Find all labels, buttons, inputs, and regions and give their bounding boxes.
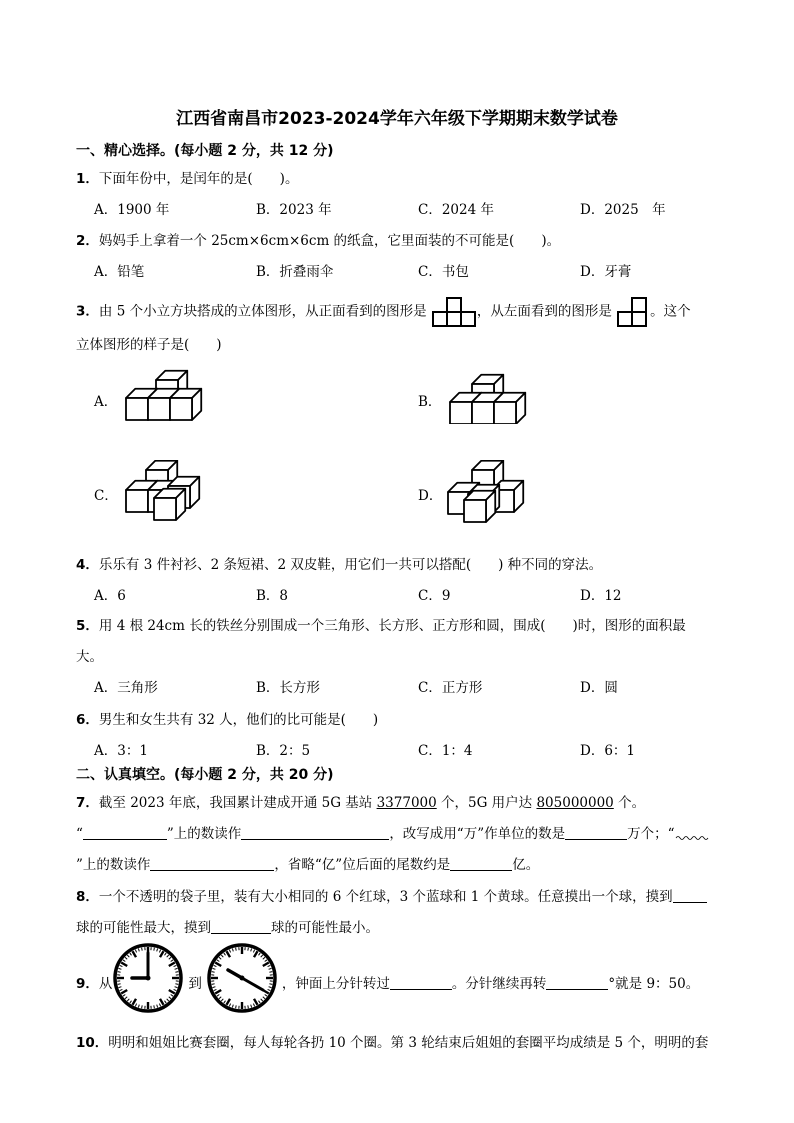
question-3: 3．由 5 个小立方块搭成的立体图形，从正面看到的图形是 ，从左面看到的图形是 。这个 (76, 296, 691, 328)
question-7-line-2: “ ”上的数读作 ，改写成用“万”作单位的数是 万个；“ (76, 822, 709, 842)
page-title: 江西省南昌市2023-2024学年六年级下学期期末数学试卷 (176, 109, 618, 129)
section-1-heading: 一、精心选择。(每小题 2 分，共 12 分) (76, 143, 334, 159)
q6-option-c: C．1：4 (418, 743, 473, 759)
q4-option-a: A．6 (94, 588, 126, 604)
question-8: 8．一个不透明的袋子里，装有大小相同的 6 个红球，3 个蓝球和 1 个黄球。任意摸出一个球，摸到 (76, 885, 707, 905)
clock-icon-end (206, 942, 278, 1014)
q6-option-b: B．2：5 (256, 743, 311, 759)
q4-option-b: B．8 (256, 588, 289, 604)
question-3-line-2: 立体图形的样子是( ) (76, 337, 222, 353)
q3-option-c: C． (94, 488, 118, 504)
q6-option-d: D．6：1 (580, 743, 636, 759)
answer-blank[interactable] (241, 825, 389, 840)
q1-option-b: B．2023 年 (256, 202, 332, 218)
answer-blank[interactable] (150, 856, 274, 871)
q2-option-c: C．书包 (418, 264, 469, 280)
q2-option-d: D．牙膏 (580, 264, 632, 280)
cube-figure-c (120, 460, 202, 522)
question-10: 10．明明和姐姐比赛套圈，每人每轮各扔 10 个圈。第 3 轮结束后姐姐的套圈平均成绩是 5 个，明明的套 (76, 1035, 709, 1051)
question-1: 1．下面年份中，是闰年的是( )。 (76, 171, 299, 187)
q3-option-d: D． (418, 488, 443, 504)
answer-blank[interactable] (565, 825, 627, 840)
answer-blank[interactable] (673, 888, 707, 903)
question-5-line-2: 大。 (76, 649, 103, 665)
section-2-heading: 二、认真填空。(每小题 2 分，共 20 分) (76, 767, 334, 783)
wavy-underline (675, 829, 709, 841)
answer-blank[interactable] (450, 856, 512, 871)
q4-option-c: C．9 (418, 588, 451, 604)
question-7-line-3: ”上的数读作 ，省略“亿”位后面的尾数约是 亿。 (76, 857, 540, 873)
question-7: 7．截至 2023 年底，我国累计建成开通 5G 基站 3377000 个，5G 用户达 805000000 个。 (76, 795, 646, 811)
question-9: 9．从 到 ，钟面上分针转过 。分针继续再转 °就是 9：50。 (76, 976, 700, 992)
cube-figure-a (118, 364, 214, 428)
question-4: 4．乐乐有 3 件衬衫、2 条短裙、2 双皮鞋，用它们一共可以搭配( ) 种不同的穿法。 (76, 557, 603, 573)
question-5: 5．用 4 根 24cm 长的铁丝分别围成一个三角形、长方形、正方形和圆，围成( )时，图形的面积最 (76, 618, 686, 634)
clock-icon-start (112, 942, 184, 1014)
answer-blank[interactable] (390, 975, 452, 990)
q3-option-b: B． (418, 394, 442, 410)
q2-option-b: B．折叠雨伞 (256, 264, 334, 280)
q4-option-d: D．12 (580, 588, 622, 604)
q1-option-d: D．2025 年 (580, 202, 666, 218)
front-view-figure (431, 296, 477, 328)
cube-figure-b (444, 370, 534, 424)
number-underlined-2: 805000000 (536, 795, 614, 811)
answer-blank[interactable] (211, 919, 271, 934)
left-view-figure (616, 296, 650, 328)
q1-option-c: C．2024 年 (418, 202, 494, 218)
number-underlined-1: 3377000 (376, 795, 437, 811)
question-number: 1． (76, 171, 99, 187)
q5-option-d: D．圆 (580, 680, 618, 696)
q5-option-c: C．正方形 (418, 680, 483, 696)
q6-option-a: A．3：1 (94, 743, 148, 759)
q1-option-a: A．1900 年 (94, 202, 170, 218)
question-2: 2．妈妈手上拿着一个 25cm×6cm×6cm 的纸盒，它里面装的不可能是( )。 (76, 233, 561, 249)
question-6: 6．男生和女生共有 32 人，他们的比可能是( ) (76, 712, 379, 728)
cube-figure-d (440, 460, 532, 524)
q5-option-b: B．长方形 (256, 680, 320, 696)
answer-blank[interactable] (83, 825, 167, 840)
q2-option-a: A．铅笔 (94, 264, 145, 280)
answer-blank[interactable] (546, 975, 608, 990)
question-8-line-2: 球的可能性最大，摸到 球的可能性最小。 (76, 920, 379, 936)
q3-option-a: A． (94, 394, 118, 410)
q5-option-a: A．三角形 (94, 680, 158, 696)
